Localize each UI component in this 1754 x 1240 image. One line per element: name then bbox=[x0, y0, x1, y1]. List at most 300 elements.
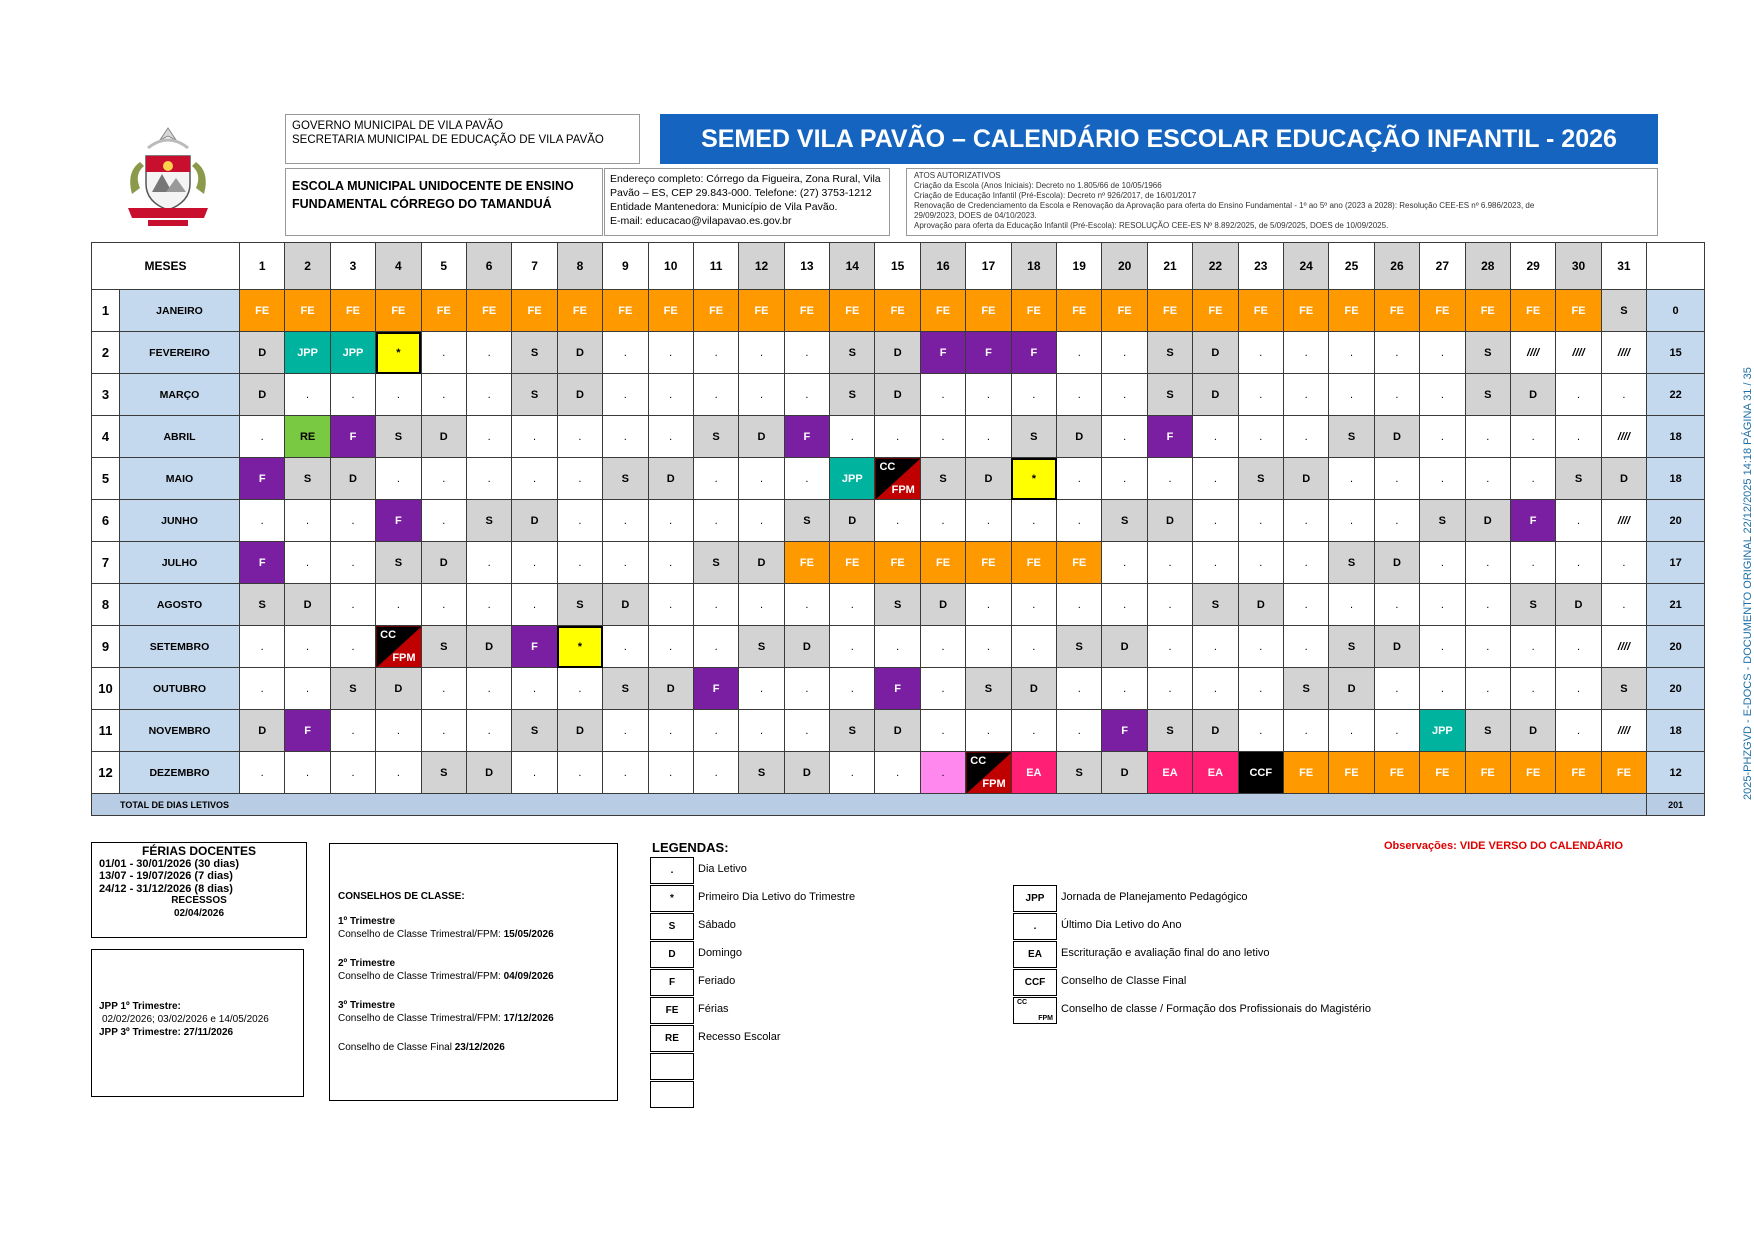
recessos-date: 02/04/2026 bbox=[173, 907, 225, 919]
day-cell: S bbox=[1147, 332, 1192, 374]
day-cell: . bbox=[1193, 416, 1238, 458]
day-cell: D bbox=[1510, 710, 1555, 752]
day-cell: . bbox=[1057, 710, 1102, 752]
day-cell: D bbox=[1556, 584, 1601, 626]
day-cell: D bbox=[421, 416, 466, 458]
day-cell: FE bbox=[1329, 290, 1374, 332]
month-name: JULHO bbox=[120, 542, 240, 584]
day-cell: F bbox=[875, 668, 920, 710]
day-cell: . bbox=[603, 500, 648, 542]
day-cell: D bbox=[1374, 626, 1419, 668]
day-cell: FE bbox=[557, 290, 602, 332]
day-cell: . bbox=[1193, 500, 1238, 542]
month-total-days: 20 bbox=[1647, 500, 1705, 542]
day-cell: . bbox=[648, 626, 693, 668]
day-cell: . bbox=[1465, 584, 1510, 626]
day-cell: JPP bbox=[330, 332, 375, 374]
month-number: 2 bbox=[92, 332, 120, 374]
day-cell: S bbox=[1601, 290, 1646, 332]
day-header: 1 bbox=[240, 243, 285, 290]
day-cell: S bbox=[512, 710, 557, 752]
day-header: 23 bbox=[1238, 243, 1283, 290]
day-cell: D bbox=[648, 458, 693, 500]
day-cell: F bbox=[784, 416, 829, 458]
day-header: 25 bbox=[1329, 243, 1374, 290]
day-cell: FE bbox=[376, 290, 421, 332]
month-number: 6 bbox=[92, 500, 120, 542]
day-cell: . bbox=[784, 458, 829, 500]
day-cell: . bbox=[557, 752, 602, 794]
day-cell: . bbox=[1556, 542, 1601, 584]
day-cell: FE bbox=[330, 290, 375, 332]
month-name: FEVEREIRO bbox=[120, 332, 240, 374]
legend-swatch bbox=[1013, 997, 1057, 1024]
day-cell: F bbox=[1102, 710, 1147, 752]
day-cell: * bbox=[1011, 458, 1056, 500]
day-cell: FE bbox=[512, 290, 557, 332]
month-row bbox=[92, 584, 1705, 626]
legend-label: Sábado bbox=[698, 919, 736, 931]
legend-label: Domingo bbox=[698, 947, 743, 959]
day-cell: . bbox=[1193, 542, 1238, 584]
month-total-days: 20 bbox=[1647, 668, 1705, 710]
day-cell: S bbox=[1465, 374, 1510, 416]
day-cell: D bbox=[739, 542, 784, 584]
day-cell: . bbox=[1510, 416, 1555, 458]
day-cell: FE bbox=[1510, 752, 1555, 794]
day-cell: S bbox=[1011, 416, 1056, 458]
day-cell: S bbox=[1147, 374, 1192, 416]
jpp-line-2: 02/02/2026; 03/02/2026 e 14/05/2026 bbox=[102, 1014, 269, 1025]
month-row bbox=[92, 290, 1705, 332]
day-cell: F bbox=[285, 710, 330, 752]
day-cell: D bbox=[240, 710, 285, 752]
legend-empty-swatch bbox=[650, 1081, 694, 1108]
months-header: MESES bbox=[92, 243, 240, 290]
day-cell: . bbox=[1420, 374, 1465, 416]
day-cell: . bbox=[1102, 332, 1147, 374]
day-cell: . bbox=[1011, 626, 1056, 668]
day-cell bbox=[966, 752, 1011, 794]
day-cell: D bbox=[1601, 458, 1646, 500]
month-number: 10 bbox=[92, 668, 120, 710]
legend-label: Conselho de classe / Formação dos Profissionais do Magistério bbox=[1061, 1003, 1371, 1015]
day-cell: F bbox=[240, 458, 285, 500]
day-cell: FE bbox=[1238, 290, 1283, 332]
day-cell: . bbox=[1374, 332, 1419, 374]
school-calendar-table bbox=[91, 242, 1705, 816]
day-cell: JPP bbox=[285, 332, 330, 374]
day-header: 12 bbox=[739, 243, 784, 290]
day-cell: FE bbox=[1011, 542, 1056, 584]
day-cell: . bbox=[466, 668, 511, 710]
day-cell: D bbox=[648, 668, 693, 710]
day-header: 21 bbox=[1147, 243, 1192, 290]
day-cell: FE bbox=[1465, 752, 1510, 794]
day-cell: S bbox=[421, 626, 466, 668]
month-total-days: 18 bbox=[1647, 416, 1705, 458]
municipal-crest-logo bbox=[118, 122, 218, 230]
day-cell: //// bbox=[1556, 332, 1601, 374]
day-cell: FE bbox=[1283, 290, 1328, 332]
day-cell: . bbox=[1374, 668, 1419, 710]
school-line-2: FUNDAMENTAL CÓRREGO DO TAMANDUÁ bbox=[292, 197, 552, 211]
day-cell: . bbox=[875, 500, 920, 542]
authorizing-acts-box bbox=[906, 168, 1658, 236]
day-cell: . bbox=[830, 752, 875, 794]
day-cell: . bbox=[966, 710, 1011, 752]
document-side-stamp bbox=[1742, 367, 1754, 814]
day-cell: D bbox=[1374, 542, 1419, 584]
day-cell: F bbox=[330, 416, 375, 458]
acts-line: Aprovação para oferta da Educação Infantil (Pré-Escola): RESOLUÇÃO CEE-ES Nº 8.892/2025, de 5/09/2025, DOES de 10/09/2025. bbox=[914, 221, 1389, 230]
day-cell: . bbox=[784, 332, 829, 374]
trimester-1-text: Conselho de Classe Trimestral/FPM: bbox=[338, 929, 501, 940]
day-cell: . bbox=[830, 668, 875, 710]
day-cell: . bbox=[466, 584, 511, 626]
day-cell: . bbox=[1420, 584, 1465, 626]
ferias-line: 01/01 - 30/01/2026 (30 dias) bbox=[99, 857, 240, 870]
day-cell: S bbox=[240, 584, 285, 626]
observations-note: Observações: VIDE VERSO DO CALENDÁRIO bbox=[1384, 840, 1624, 852]
day-cell: . bbox=[1283, 584, 1328, 626]
day-cell: S bbox=[739, 752, 784, 794]
day-cell: FE bbox=[1556, 290, 1601, 332]
day-cell: . bbox=[739, 668, 784, 710]
day-cell: . bbox=[1238, 710, 1283, 752]
day-cell: . bbox=[1420, 332, 1465, 374]
day-cell: . bbox=[240, 500, 285, 542]
month-row bbox=[92, 752, 1705, 794]
day-cell: . bbox=[1283, 332, 1328, 374]
day-cell: . bbox=[1556, 710, 1601, 752]
day-cell: . bbox=[693, 500, 738, 542]
day-cell: . bbox=[1510, 458, 1555, 500]
day-cell: . bbox=[603, 416, 648, 458]
day-cell: S bbox=[830, 374, 875, 416]
day-cell: . bbox=[784, 374, 829, 416]
day-header: 7 bbox=[512, 243, 557, 290]
month-number: 8 bbox=[92, 584, 120, 626]
day-cell: D bbox=[285, 584, 330, 626]
acts-line: ATOS AUTORIZATIVOS bbox=[914, 171, 1001, 180]
day-cell: . bbox=[1102, 668, 1147, 710]
day-cell: D bbox=[739, 416, 784, 458]
day-cell: F bbox=[1011, 332, 1056, 374]
day-cell: JPP bbox=[830, 458, 875, 500]
day-cell: S bbox=[376, 542, 421, 584]
day-cell: . bbox=[1465, 668, 1510, 710]
day-cell: . bbox=[920, 752, 965, 794]
ferias-line: 24/12 - 31/12/2026 (8 dias) bbox=[99, 882, 233, 895]
day-cell: . bbox=[693, 710, 738, 752]
day-cell: S bbox=[830, 332, 875, 374]
day-cell: FE bbox=[1510, 290, 1555, 332]
day-cell: FE bbox=[1329, 752, 1374, 794]
month-name: MAIO bbox=[120, 458, 240, 500]
day-cell: . bbox=[512, 416, 557, 458]
day-cell: FE bbox=[693, 290, 738, 332]
month-total-days: 20 bbox=[1647, 626, 1705, 668]
day-cell: D bbox=[240, 332, 285, 374]
day-cell bbox=[376, 626, 421, 668]
day-cell: FE bbox=[875, 290, 920, 332]
legend-label: Feriado bbox=[698, 975, 736, 987]
day-header: 28 bbox=[1465, 243, 1510, 290]
day-cell: FE bbox=[784, 542, 829, 584]
month-row bbox=[92, 668, 1705, 710]
day-cell: . bbox=[330, 626, 375, 668]
day-header: 2 bbox=[285, 243, 330, 290]
day-cell: S bbox=[1465, 332, 1510, 374]
day-cell: . bbox=[466, 542, 511, 584]
day-cell: F bbox=[240, 542, 285, 584]
trimester-3-text: Conselho de Classe Trimestral/FPM: bbox=[338, 1013, 501, 1024]
day-cell: F bbox=[512, 626, 557, 668]
day-cell: FE bbox=[830, 542, 875, 584]
day-cell: . bbox=[421, 500, 466, 542]
day-cell: . bbox=[1238, 542, 1283, 584]
trimester-2-label: 2º Trimestre bbox=[338, 958, 396, 969]
day-cell: . bbox=[466, 710, 511, 752]
final-council-text: Conselho de Classe Final bbox=[338, 1042, 452, 1053]
day-cell: FE bbox=[920, 542, 965, 584]
legend-swatch: F bbox=[650, 969, 694, 996]
total-row bbox=[92, 794, 1705, 816]
day-cell: . bbox=[330, 542, 375, 584]
month-name: JANEIRO bbox=[120, 290, 240, 332]
day-cell: FE bbox=[1011, 290, 1056, 332]
day-cell: D bbox=[240, 374, 285, 416]
day-header: 18 bbox=[1011, 243, 1056, 290]
day-cell: S bbox=[1329, 416, 1374, 458]
ferias-title: FÉRIAS DOCENTES bbox=[141, 844, 256, 858]
day-cell: . bbox=[466, 374, 511, 416]
day-cell: . bbox=[739, 374, 784, 416]
day-cell: . bbox=[1283, 626, 1328, 668]
day-cell: FE bbox=[1374, 752, 1419, 794]
page-title bbox=[660, 114, 1658, 164]
month-total-days: 18 bbox=[1647, 458, 1705, 500]
legend-swatch: . bbox=[1013, 913, 1057, 940]
day-header: 29 bbox=[1510, 243, 1555, 290]
day-cell: . bbox=[648, 332, 693, 374]
day-cell: . bbox=[966, 416, 1011, 458]
day-cell: . bbox=[920, 416, 965, 458]
legend-label: Conselho de Classe Final bbox=[1061, 975, 1187, 987]
day-cell: S bbox=[1556, 458, 1601, 500]
day-cell: FE bbox=[920, 290, 965, 332]
day-cell: S bbox=[1465, 710, 1510, 752]
day-cell: S bbox=[1329, 626, 1374, 668]
day-cell: . bbox=[1238, 374, 1283, 416]
day-cell: D bbox=[466, 626, 511, 668]
month-name: AGOSTO bbox=[120, 584, 240, 626]
day-header: 24 bbox=[1283, 243, 1328, 290]
day-cell: . bbox=[603, 374, 648, 416]
day-cell: . bbox=[557, 500, 602, 542]
day-cell: D bbox=[784, 752, 829, 794]
fpm-label: FPM bbox=[392, 652, 416, 664]
day-cell: D bbox=[557, 374, 602, 416]
day-cell: S bbox=[784, 500, 829, 542]
trimester-1-label: 1º Trimestre bbox=[338, 916, 396, 927]
day-cell: S bbox=[1147, 710, 1192, 752]
day-cell: . bbox=[285, 626, 330, 668]
day-cell: . bbox=[240, 626, 285, 668]
day-cell: . bbox=[1374, 374, 1419, 416]
day-cell: . bbox=[1011, 500, 1056, 542]
fpm-label: FPM bbox=[891, 484, 915, 496]
month-total-days: 12 bbox=[1647, 752, 1705, 794]
trimester-1-date: 15/05/2026 bbox=[503, 929, 554, 940]
legend-swatch: * bbox=[650, 885, 694, 912]
day-cell: //// bbox=[1601, 710, 1646, 752]
day-cell: . bbox=[1147, 668, 1192, 710]
day-cell: . bbox=[1420, 542, 1465, 584]
day-header: 9 bbox=[603, 243, 648, 290]
day-cell: . bbox=[285, 668, 330, 710]
day-cell: EA bbox=[1011, 752, 1056, 794]
day-cell: . bbox=[1238, 416, 1283, 458]
day-cell: FE bbox=[1601, 752, 1646, 794]
day-cell: . bbox=[920, 500, 965, 542]
day-cell: S bbox=[421, 752, 466, 794]
day-cell: . bbox=[603, 542, 648, 584]
month-name: DEZEMBRO bbox=[120, 752, 240, 794]
month-row bbox=[92, 458, 1705, 500]
legend-swatch: CCF bbox=[1013, 969, 1057, 996]
day-cell: . bbox=[1057, 332, 1102, 374]
day-cell: //// bbox=[1510, 332, 1555, 374]
day-cell: //// bbox=[1601, 416, 1646, 458]
legend-title: LEGENDAS: bbox=[652, 840, 729, 855]
day-cell: . bbox=[557, 458, 602, 500]
day-header: 4 bbox=[376, 243, 421, 290]
day-cell: S bbox=[830, 710, 875, 752]
day-cell: . bbox=[920, 710, 965, 752]
day-cell: . bbox=[1102, 458, 1147, 500]
day-header: 11 bbox=[693, 243, 738, 290]
day-cell: RE bbox=[285, 416, 330, 458]
day-cell: . bbox=[1238, 500, 1283, 542]
day-cell: . bbox=[648, 752, 693, 794]
day-cell: . bbox=[1147, 626, 1192, 668]
ferias-docentes-box bbox=[91, 842, 307, 938]
day-cell: . bbox=[1465, 542, 1510, 584]
jpp-line-1: JPP 1º Trimestre: bbox=[99, 1001, 181, 1012]
day-cell: . bbox=[1283, 500, 1328, 542]
day-cell: . bbox=[1057, 668, 1102, 710]
day-cell: S bbox=[1238, 458, 1283, 500]
government-header-box bbox=[285, 114, 640, 164]
day-cell: D bbox=[330, 458, 375, 500]
day-cell: S bbox=[603, 668, 648, 710]
legend-swatch: RE bbox=[650, 1025, 694, 1052]
day-cell: . bbox=[1147, 584, 1192, 626]
month-name: SETEMBRO bbox=[120, 626, 240, 668]
day-cell: FE bbox=[648, 290, 693, 332]
gov-line-1: GOVERNO MUNICIPAL DE VILA PAVÃO bbox=[292, 120, 504, 132]
day-header: 13 bbox=[784, 243, 829, 290]
day-cell: . bbox=[648, 416, 693, 458]
day-cell: . bbox=[784, 668, 829, 710]
day-cell: . bbox=[875, 752, 920, 794]
day-cell: . bbox=[693, 752, 738, 794]
month-row bbox=[92, 710, 1705, 752]
day-cell: S bbox=[285, 458, 330, 500]
day-cell: D bbox=[1193, 374, 1238, 416]
day-cell: . bbox=[330, 374, 375, 416]
day-cell: S bbox=[1057, 752, 1102, 794]
fpm-label: FPM bbox=[1038, 1015, 1053, 1022]
day-cell: . bbox=[1374, 584, 1419, 626]
day-cell: . bbox=[1374, 458, 1419, 500]
day-cell: D bbox=[1510, 374, 1555, 416]
gov-line-2: SECRETARIA MUNICIPAL DE EDUCAÇÃO DE VILA PAVÃO bbox=[292, 134, 604, 146]
day-cell: D bbox=[1374, 416, 1419, 458]
legend-swatch: S bbox=[650, 913, 694, 940]
cc-label: CC bbox=[1017, 999, 1028, 1006]
trimester-2-line bbox=[338, 970, 609, 983]
day-cell: . bbox=[1102, 542, 1147, 584]
day-cell: . bbox=[421, 710, 466, 752]
day-cell: . bbox=[1283, 374, 1328, 416]
legend-label: Jornada de Planejamento Pedagógico bbox=[1061, 891, 1248, 903]
day-cell: . bbox=[1057, 584, 1102, 626]
day-cell: . bbox=[739, 332, 784, 374]
month-row bbox=[92, 542, 1705, 584]
day-cell: . bbox=[648, 710, 693, 752]
month-number: 12 bbox=[92, 752, 120, 794]
day-cell: . bbox=[1011, 374, 1056, 416]
day-cell: FE bbox=[1420, 752, 1465, 794]
day-cell: . bbox=[330, 752, 375, 794]
month-name: NOVEMBRO bbox=[120, 710, 240, 752]
day-cell: . bbox=[512, 668, 557, 710]
day-cell: . bbox=[693, 374, 738, 416]
day-cell: //// bbox=[1601, 332, 1646, 374]
total-label: TOTAL DE DIAS LETIVOS bbox=[92, 794, 1647, 816]
day-cell: D bbox=[1329, 668, 1374, 710]
day-cell: . bbox=[376, 374, 421, 416]
day-cell: . bbox=[648, 584, 693, 626]
day-cell: . bbox=[1238, 668, 1283, 710]
month-row bbox=[92, 626, 1705, 668]
day-cell: . bbox=[875, 416, 920, 458]
day-cell: D bbox=[421, 542, 466, 584]
school-name-box bbox=[285, 168, 603, 236]
day-cell: S bbox=[693, 542, 738, 584]
day-cell: . bbox=[557, 416, 602, 458]
acts-line: Renovação de Credenciamento da Escola e Renovação da Aprovação para oferta do Ensino Fundamental - 1º ao 5º ano (2023 a 2028): Resolução CEE-ES nº 6.986/2023, de bbox=[914, 201, 1535, 210]
month-total-days: 22 bbox=[1647, 374, 1705, 416]
day-cell: . bbox=[466, 332, 511, 374]
day-cell: . bbox=[1283, 710, 1328, 752]
day-cell: . bbox=[739, 710, 784, 752]
day-cell: . bbox=[1057, 374, 1102, 416]
day-cell: . bbox=[376, 710, 421, 752]
day-cell: D bbox=[1102, 752, 1147, 794]
day-cell: . bbox=[739, 458, 784, 500]
side-stamp-text: 2025-PHZGVD - E-DOCS - DOCUMENTO ORIGINAL 22/12/2025 14:18 PÁGINA 31 / 35 bbox=[1742, 367, 1754, 800]
day-header: 26 bbox=[1374, 243, 1419, 290]
day-cell bbox=[875, 458, 920, 500]
month-name: OUTUBRO bbox=[120, 668, 240, 710]
day-cell: . bbox=[648, 500, 693, 542]
day-cell: . bbox=[1329, 584, 1374, 626]
day-cell: . bbox=[1465, 626, 1510, 668]
